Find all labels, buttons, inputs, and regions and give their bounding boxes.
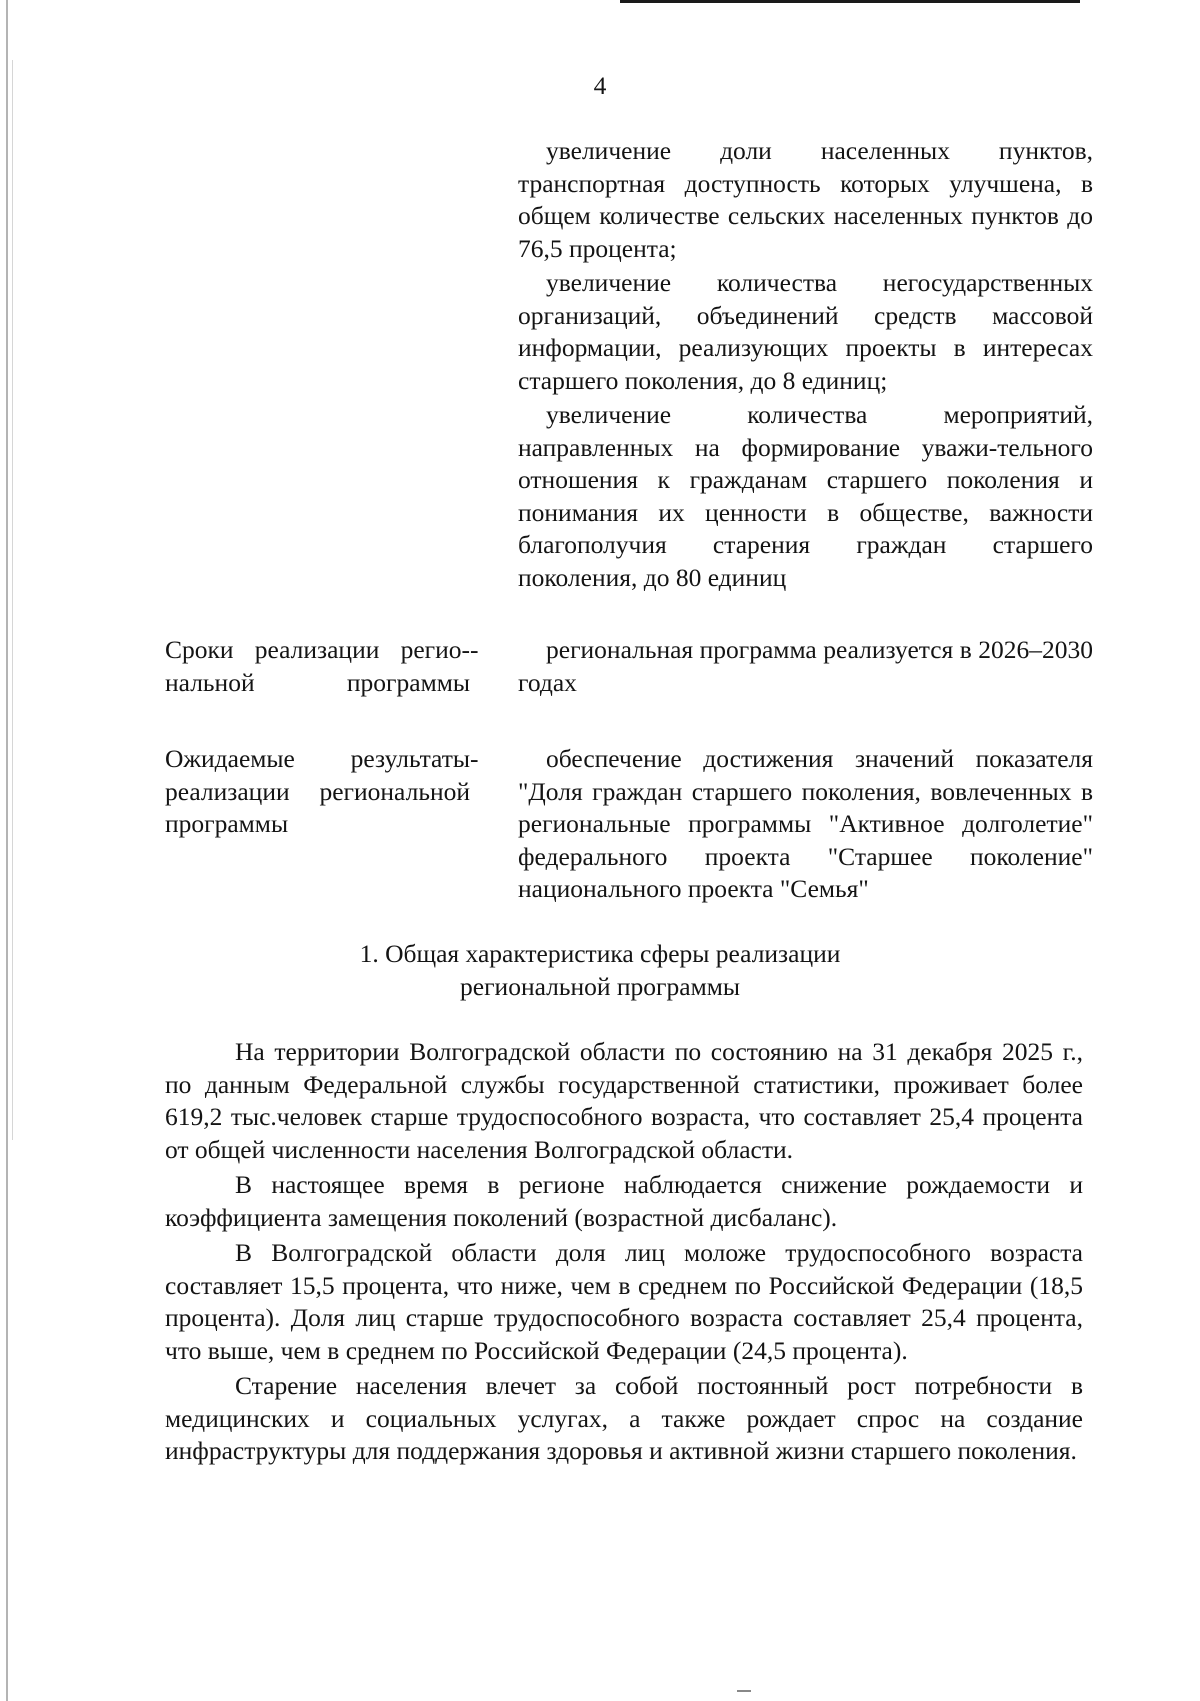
passport-row-dash: - <box>470 744 479 773</box>
program-passport <box>165 135 1095 908</box>
scan-page-edge <box>6 0 8 1701</box>
passport-row-expected-results <box>165 743 1095 908</box>
scan-footer-mark <box>737 1690 751 1692</box>
passport-row-dash: - <box>470 635 479 664</box>
passport-paragraph: увеличение количества мероприятий, направленных на формирование уважи-тельного отношения к гражданам старшего поколения и понимания их ценности в обществе, важности благополучия старения граждан старшего поколения, до 80 единиц <box>518 400 1093 592</box>
passport-row-value <box>518 135 1093 596</box>
section-heading-line: региональной программы <box>460 971 740 1001</box>
body-paragraph: В Волгоградской области доля лиц моложе трудоспособного возраста составляет 15,5 процента, что ниже, чем в среднем по Российской Федерации (18,5 процента). Доля лиц старше трудоспособного возраста составляет 25,4 процента, что выше, чем в среднем по Российской Федерации (24,5 процента). <box>165 1238 1083 1365</box>
passport-row-dash <box>470 135 518 596</box>
body-paragraph: На территории Волгоградской области по состоянию на 31 декабря 2025 г., по данным Федеральной службы государственной статистики, проживает более 619,2 тыс.человек старше трудоспособного возраста, что составляет 25,4 процента от общей численности населения Волгоградской области. <box>165 1037 1083 1164</box>
passport-row-value <box>518 634 1093 701</box>
body-paragraph: Старение населения влечет за собой постоянный рост потребности в медицинских и социальных услугах, а также рождает спрос на создание инфраструктуры для поддержания здоровья и активной жизни старшего поколения. <box>165 1371 1083 1465</box>
section-heading <box>0 938 1200 1003</box>
body-paragraph: В настоящее время в регионе наблюдается снижение рождаемости и коэффициента замещения поколений (возрастной дисбаланс). <box>165 1170 1083 1232</box>
passport-row-label: Ожидаемые результаты реализации региональной программы <box>165 744 470 838</box>
passport-paragraph: увеличение доли населенных пунктов, транспортная доступность которых улучшена, в общем количестве сельских населенных пунктов до 76,5 процента; <box>518 136 1093 263</box>
section-heading-line: 1. Общая характеристика сферы реализации <box>359 939 841 968</box>
passport-paragraph: увеличение количества негосударственных организаций, объединений средств массовой информации, реализующих проекты в интересах старшего поколения, до 8 единиц; <box>518 268 1093 395</box>
passport-paragraph: обеспечение достижения значений показателя "Доля граждан старшего поколения, вовлеченных в региональные программы "Активное долголетие" федерального проекта "Старшее поколение" национального проекта "Семья" <box>518 744 1093 903</box>
passport-paragraph: региональная программа реализуется в 2026–2030 годах <box>518 635 1093 697</box>
passport-row-value <box>518 743 1093 908</box>
scan-top-line <box>620 0 1080 3</box>
section-body <box>165 1036 1083 1471</box>
passport-row-label <box>165 135 470 596</box>
passport-row-label: Сроки реализации регио-нальной программы <box>165 635 470 697</box>
passport-row-targets-continued <box>165 135 1095 596</box>
passport-row-timeline <box>165 634 1095 701</box>
page-number: 4 <box>593 71 607 100</box>
